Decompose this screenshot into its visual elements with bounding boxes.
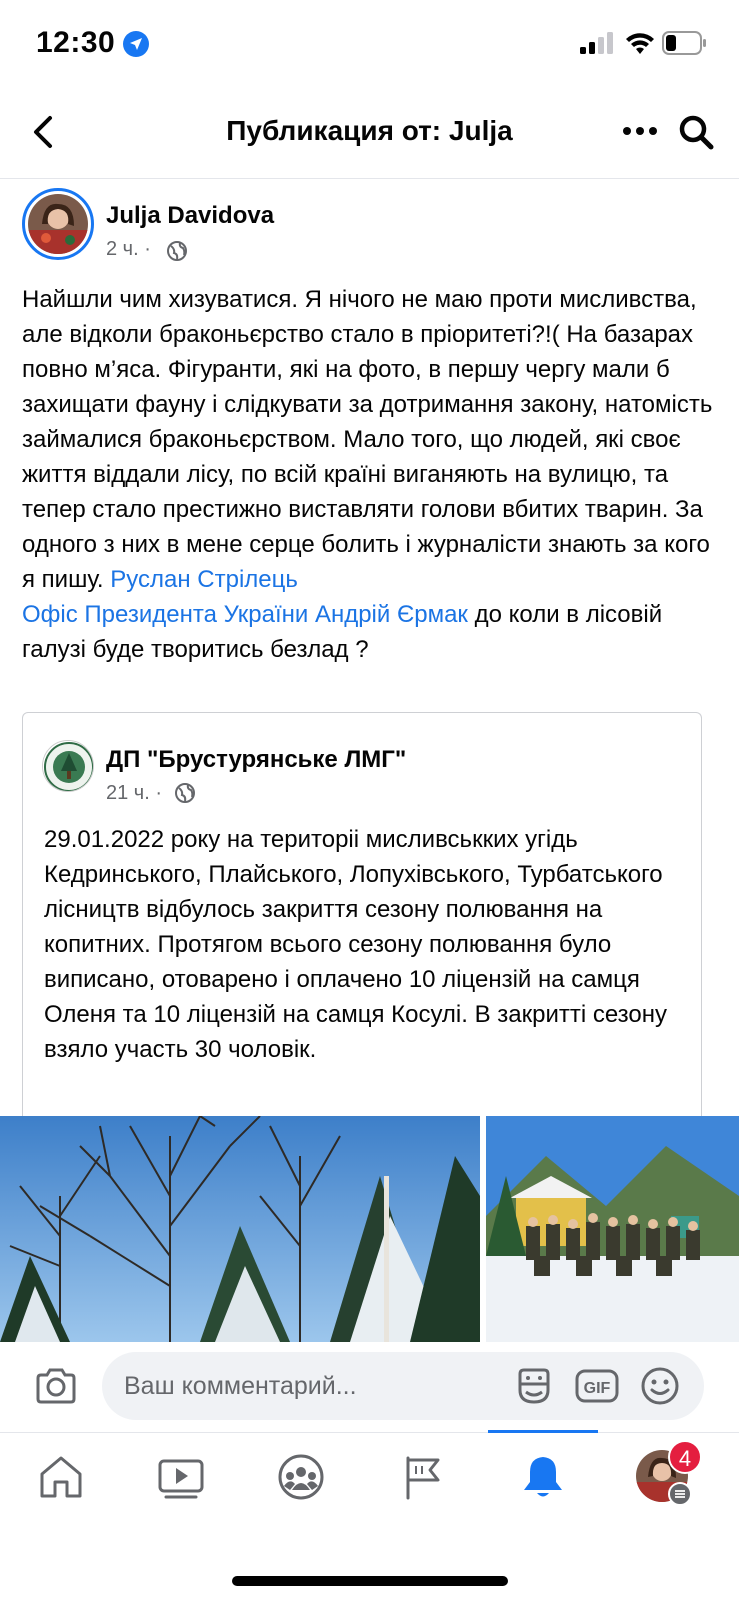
location-arrow-icon	[122, 30, 150, 58]
post-text-body: Найшли чим хизуватися. Я нічого не маю проти мисливства, але відколи браконьєрство стало в пріоритеті?!( На базарах повно м’яса. Фігуранти, які на фото, в першу чергу мали б захищати фауну і слідкувати за дотримання закону, натомість займалися браконьєрством. Мало того, що людей, які своє життя віддали лісу, по всій країні виганяють на вулицю, та тепер стало престижно виставляти голови вбитих тварин. За одного з них в мене серце болить і журналісти знають за кого я пишу.	[22, 286, 713, 593]
pages-flag-icon[interactable]	[398, 1452, 448, 1502]
post-time-dot: ·	[144, 238, 151, 260]
mention-link[interactable]: Руслан Стрілець	[110, 566, 298, 593]
notifications-bell-icon[interactable]	[518, 1452, 568, 1502]
post-text	[22, 282, 722, 667]
page-title: Публикация от: Julja	[226, 115, 513, 146]
emoji-icon[interactable]	[638, 1364, 682, 1408]
gif-icon[interactable]	[574, 1366, 620, 1406]
shared-post-text: 29.01.2022 року на територіі мисливськких угідь Кедринського, Плайського, Лопухівського, Турбатського лісництв відбулось закриття сезону полювання на копитних. Протягом всього сезону полювання було виписано, отоварено і оплачено 10 ліцензій на самця Оленя та 10 ліцензій на самця Косулі. В закритті сезону взяло участь 30 чоловік.	[44, 826, 668, 1063]
post-text-tail: до коли в лісовій галузі буде творитись безлад ?	[22, 601, 663, 663]
wifi-icon	[624, 30, 656, 56]
search-icon[interactable]	[676, 112, 716, 152]
post-timestamp	[106, 238, 151, 261]
mention-link[interactable]: Офіс Президента України Андрій Єрмак	[22, 601, 468, 628]
shared-page-name[interactable]: ДП "Брустурянське ЛМГ"	[106, 746, 407, 773]
menu-icon[interactable]	[668, 1482, 692, 1506]
author-name[interactable]: Julja Davidova	[106, 202, 275, 229]
cellular-signal-icon	[580, 32, 614, 54]
groups-icon[interactable]	[276, 1452, 326, 1502]
shared-time-dot: ·	[155, 782, 163, 804]
post-time-text: 2 ч.	[106, 238, 139, 260]
battery-icon	[662, 31, 708, 55]
home-icon[interactable]	[36, 1452, 86, 1502]
page-avatar[interactable]	[42, 740, 94, 792]
author-avatar[interactable]	[28, 194, 88, 254]
shared-post-timestamp	[106, 782, 162, 805]
svg-text:GIF: GIF	[583, 1380, 611, 1397]
post-photo-trees[interactable]	[0, 1116, 480, 1342]
active-tab-indicator	[488, 1430, 598, 1433]
watch-video-icon[interactable]	[156, 1452, 206, 1502]
more-options-icon[interactable]	[620, 118, 660, 144]
camera-icon[interactable]	[34, 1366, 78, 1406]
home-indicator	[232, 1576, 508, 1586]
comment-placeholder[interactable]: Ваш комментарий...	[124, 1372, 357, 1400]
sticker-icon[interactable]	[512, 1364, 556, 1408]
notification-badge: 4	[668, 1440, 702, 1474]
globe-icon	[166, 240, 188, 262]
post-photo-group[interactable]	[486, 1116, 739, 1342]
tab-bar-divider	[0, 1432, 739, 1433]
header-divider	[0, 178, 739, 179]
status-time: 12:30	[36, 26, 116, 59]
shared-time-text: 21 ч.	[106, 782, 150, 804]
globe-icon	[174, 782, 196, 804]
